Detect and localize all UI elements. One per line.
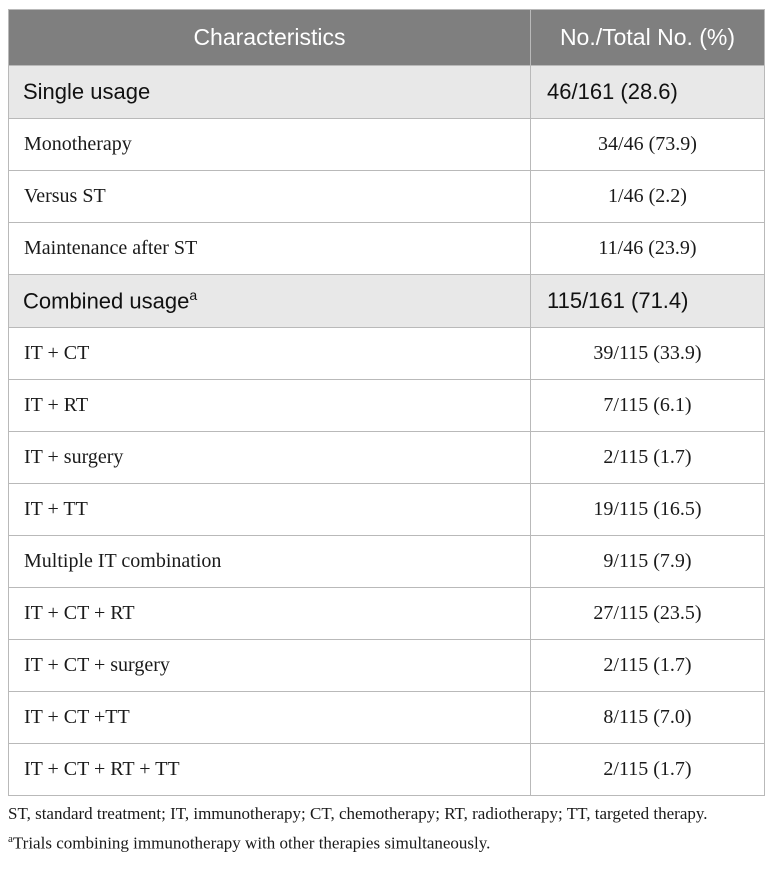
footnote-text: Trials combining immunotherapy with other therapies simultaneously.: [12, 833, 491, 853]
row-label: IT + CT + RT + TT: [9, 744, 531, 796]
table-row: [9, 744, 765, 796]
row-value: 27/115 (23.5): [531, 588, 765, 640]
footnote-marker: a: [189, 287, 198, 304]
table-header-row: [9, 10, 765, 66]
header-count-percent: No./Total No. (%): [531, 10, 765, 66]
superscript-footnote: [8, 828, 764, 855]
section-row-combined-usage: [9, 275, 765, 328]
row-label: IT + CT: [9, 328, 531, 380]
row-label: Maintenance after ST: [9, 223, 531, 275]
row-value: 39/115 (33.9): [531, 328, 765, 380]
row-value: 1/46 (2.2): [531, 171, 765, 223]
table-row: [9, 640, 765, 692]
section-value: 115/161 (71.4): [531, 275, 765, 328]
table-footnotes: [8, 802, 764, 855]
table-row: [9, 223, 765, 275]
row-label: IT + CT +TT: [9, 692, 531, 744]
table-row: [9, 380, 765, 432]
table-row: [9, 432, 765, 484]
abbreviations-footnote: ST, standard treatment; IT, immunotherapy; CT, chemotherapy; RT, radiotherapy; TT, targeted therapy.: [8, 804, 708, 823]
row-label: Versus ST: [9, 171, 531, 223]
table-row: [9, 119, 765, 171]
table-row: [9, 328, 765, 380]
row-label: IT + CT + surgery: [9, 640, 531, 692]
section-label: Combined usage: [23, 288, 190, 314]
row-label: IT + surgery: [9, 432, 531, 484]
row-value: 2/115 (1.7): [531, 640, 765, 692]
section-row-single-usage: [9, 66, 765, 119]
row-value: 19/115 (16.5): [531, 484, 765, 536]
row-label: Monotherapy: [9, 119, 531, 171]
table-row: [9, 536, 765, 588]
header-characteristics: Characteristics: [9, 10, 531, 66]
table-row: [9, 484, 765, 536]
section-value: 46/161 (28.6): [531, 66, 765, 119]
section-label: Single usage: [9, 66, 531, 119]
row-value: 2/115 (1.7): [531, 432, 765, 484]
table-row: [9, 588, 765, 640]
table-row: [9, 171, 765, 223]
row-label: IT + CT + RT: [9, 588, 531, 640]
row-value: 2/115 (1.7): [531, 744, 765, 796]
characteristics-table: [8, 9, 765, 796]
row-label: IT + TT: [9, 484, 531, 536]
row-value: 7/115 (6.1): [531, 380, 765, 432]
row-value: 11/46 (23.9): [531, 223, 765, 275]
row-label: Multiple IT combination: [9, 536, 531, 588]
table-row: [9, 692, 765, 744]
footnote-marker: a: [8, 833, 13, 845]
row-value: 34/46 (73.9): [531, 119, 765, 171]
row-value: 8/115 (7.0): [531, 692, 765, 744]
row-value: 9/115 (7.9): [531, 536, 765, 588]
section-label-cell: [9, 275, 531, 328]
row-label: IT + RT: [9, 380, 531, 432]
